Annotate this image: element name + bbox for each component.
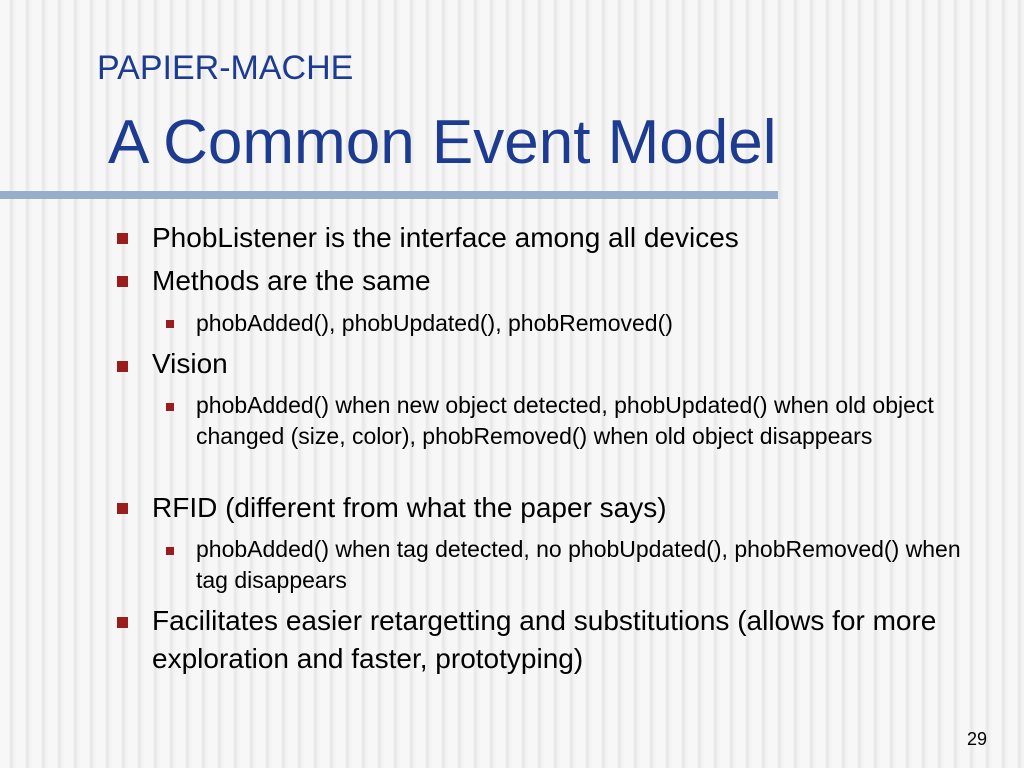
bullet-marker <box>117 233 128 244</box>
bullet-marker <box>117 276 128 287</box>
bullet-marker <box>117 617 128 628</box>
slide-title: A Common Event Model <box>108 108 777 177</box>
sub-bullet-item: phobAdded() when new object detected, phobUpdated() when old object changed (size, color), phobRemoved() when old object disappears <box>196 392 934 449</box>
bullet-item: Facilitates easier retargetting and substitutions (allows for more exploration and faster, prototyping) <box>152 605 937 674</box>
slide-subtitle: PAPIER-MACHE <box>97 49 354 87</box>
sub-bullet-item: phobAdded(), phobUpdated(), phobRemoved() <box>196 310 673 336</box>
sub-bullet-item: phobAdded() when tag detected, no phobUpdated(), phobRemoved() when tag disappears <box>196 536 961 593</box>
bullet-marker <box>117 361 128 372</box>
page-number: 29 <box>966 729 987 749</box>
sub-bullet-marker <box>166 547 174 555</box>
bullet-item: Vision <box>152 348 228 379</box>
sub-bullet-marker <box>166 403 174 411</box>
bullet-item: RFID (different from what the paper says) <box>152 492 667 523</box>
bullet-marker <box>117 503 128 514</box>
sub-bullet-marker <box>166 320 174 328</box>
bullet-item: PhobListener is the interface among all devices <box>152 222 739 253</box>
bullet-item: Methods are the same <box>152 265 431 296</box>
